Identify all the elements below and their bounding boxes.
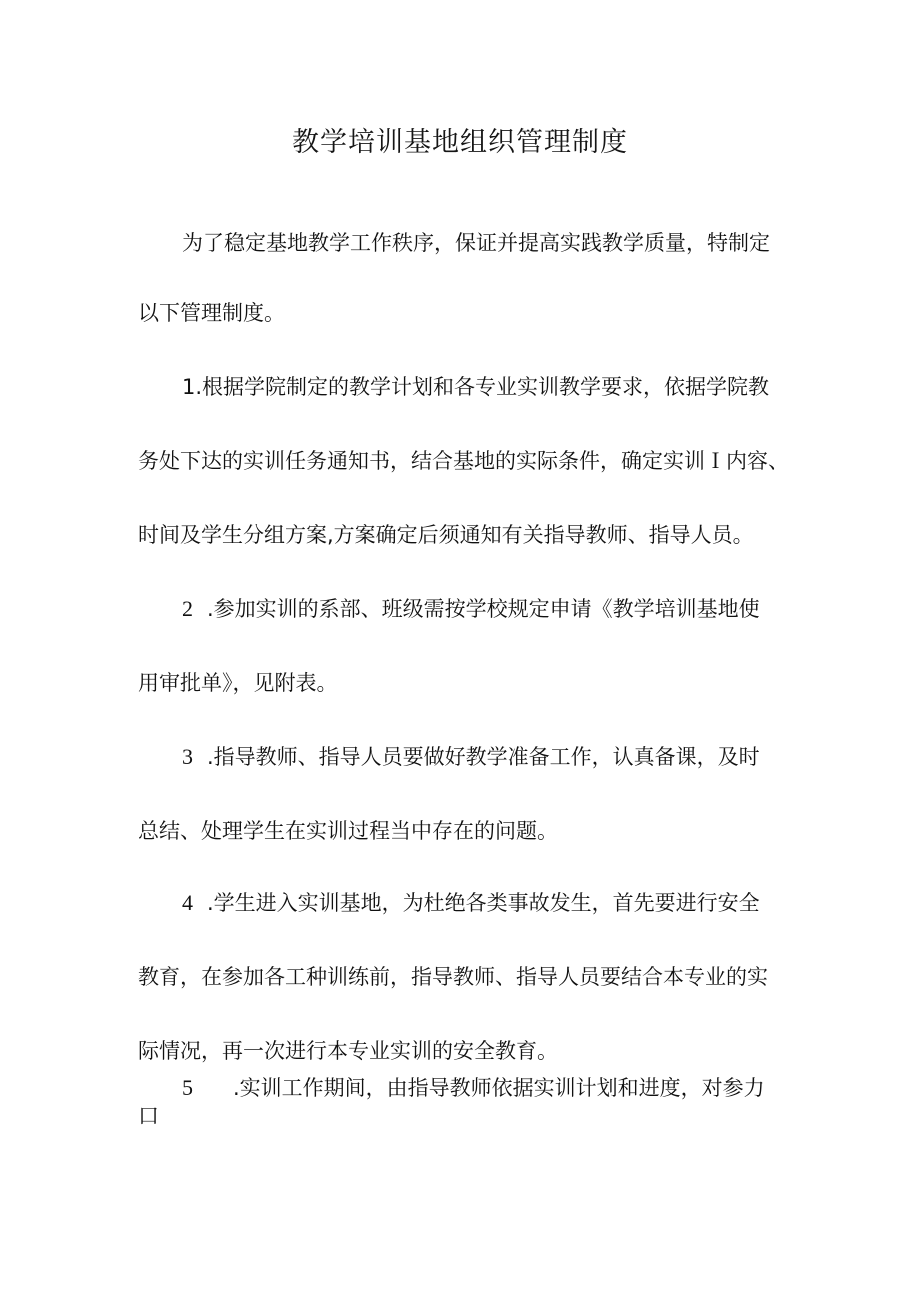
paragraph-line: 为了稳定基地教学工作秩序，保证并提高实践教学质量，特制定 bbox=[182, 231, 770, 255]
paragraph-line: 总结、处理学生在实训过程当中存在的问题。 bbox=[138, 819, 558, 843]
item-text: .学生进入实训基地，为杜绝各类事故发生，首先要进行安全 bbox=[207, 891, 760, 915]
paragraph-line: 际情况，再一次进行本专业实训的安全教育。 bbox=[138, 1039, 558, 1063]
item-number: 4 bbox=[182, 890, 193, 915]
paragraph-line: 教育，在参加各工种训练前，指导教师、指导人员要结合本专业的实 bbox=[138, 965, 768, 989]
paragraph-line: 口 bbox=[138, 1104, 159, 1128]
item-number: 3 bbox=[182, 744, 193, 769]
item-text: .指导教师、指导人员要做好教学准备工作，认真备课，及时 bbox=[207, 745, 760, 769]
paragraph-line: 时间及学生分组方案,方案确定后须通知有关指导教师、指导人员。 bbox=[138, 523, 754, 547]
numbered-paragraph-line bbox=[182, 888, 760, 918]
paragraph-line: 以下管理制度。 bbox=[138, 301, 285, 325]
paragraph-line: 用审批单》，见附表。 bbox=[138, 671, 338, 695]
paragraph-line: 1.根据学院制定的教学计划和各专业实训教学要求，依据学院教 bbox=[182, 375, 770, 399]
numbered-paragraph-line bbox=[182, 594, 760, 624]
item-number: 2 bbox=[182, 596, 193, 621]
item-text: .实训工作期间，由指导教师依据实训计划和进度，对参力 bbox=[233, 1076, 765, 1100]
item-text: .参加实训的系部、班级需按学校规定申请《教学培训基地使 bbox=[207, 597, 760, 621]
paragraph-line: 务处下达的实训任务通知书，结合基地的实际条件，确定实训Ｉ内容、 bbox=[138, 449, 789, 473]
document-title: 教学培训基地组织管理制度 bbox=[292, 127, 628, 158]
numbered-paragraph-line bbox=[182, 742, 760, 772]
item-number: 5 bbox=[182, 1075, 193, 1100]
numbered-paragraph-line bbox=[182, 1073, 765, 1103]
